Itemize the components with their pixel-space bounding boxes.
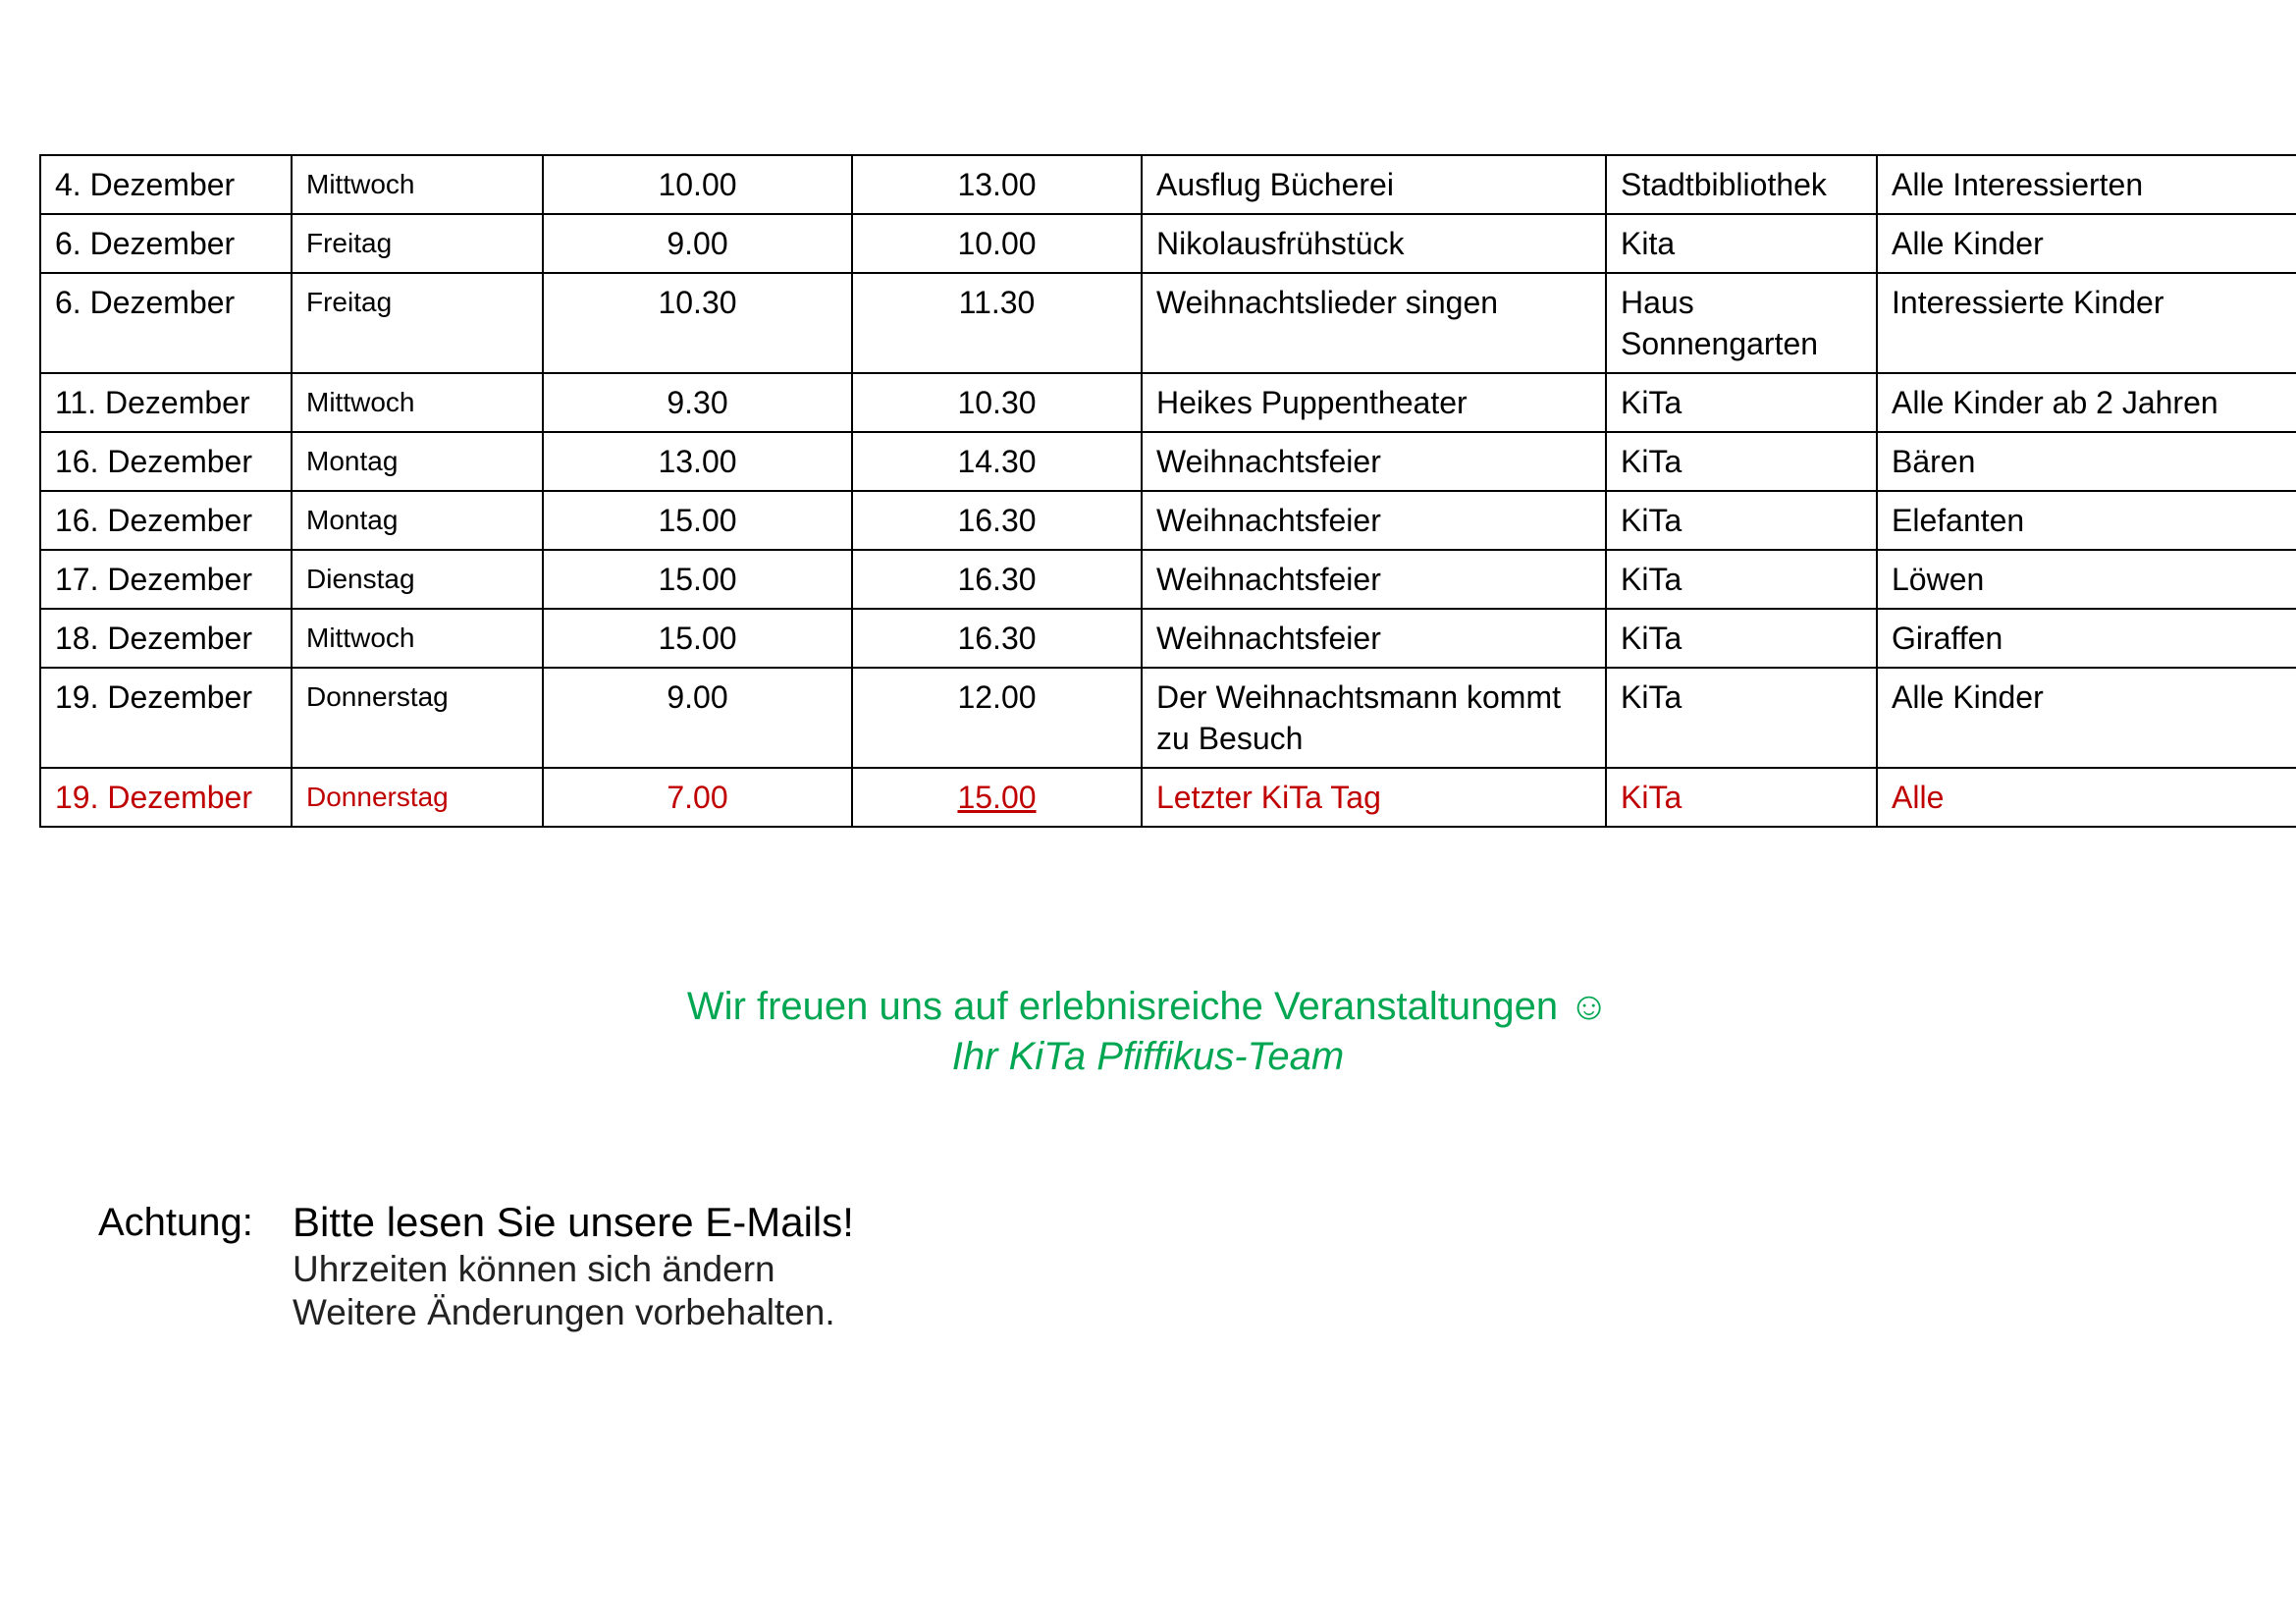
event-date: 18. Dezember [40,609,292,668]
event-title: Weihnachtsfeier [1142,609,1606,668]
event-weekday: Mittwoch [292,373,543,432]
event-start-time: 15.00 [543,491,852,550]
event-start-time: 7.00 [543,768,852,827]
event-end-time: 16.30 [852,491,1142,550]
event-date: 16. Dezember [40,491,292,550]
event-weekday: Mittwoch [292,155,543,214]
event-weekday: Mittwoch [292,609,543,668]
event-audience: Alle Kinder ab 2 Jahren [1877,373,2296,432]
table-row [40,155,2296,214]
event-location: KiTa [1606,432,1877,491]
event-audience: Giraffen [1877,609,2296,668]
event-title: Weihnachtslieder singen [1142,273,1606,373]
table-row [40,491,2296,550]
event-audience: Löwen [1877,550,2296,609]
notice-line: Bitte lesen Sie unsere E-Mails! [293,1199,854,1245]
event-audience: Alle Kinder [1877,214,2296,273]
event-weekday: Freitag [292,214,543,273]
event-date: 19. Dezember [40,668,292,768]
event-weekday: Donnerstag [292,768,543,827]
event-end-time: 11.30 [852,273,1142,373]
event-title: Weihnachtsfeier [1142,491,1606,550]
event-title: Der Weihnachtsmann kommt zu Besuch [1142,668,1606,768]
event-location: KiTa [1606,668,1877,768]
event-start-time: 15.00 [543,550,852,609]
event-date: 6. Dezember [40,273,292,373]
event-start-time: 9.30 [543,373,852,432]
event-end-time: 10.00 [852,214,1142,273]
event-title: Heikes Puppentheater [1142,373,1606,432]
event-audience: Elefanten [1877,491,2296,550]
event-start-time: 10.30 [543,273,852,373]
event-date: 4. Dezember [40,155,292,214]
event-title: Weihnachtsfeier [1142,432,1606,491]
event-date: 17. Dezember [40,550,292,609]
event-end-time: 12.00 [852,668,1142,768]
event-start-time: 9.00 [543,668,852,768]
table-row-last-day [40,768,2296,827]
event-weekday: Freitag [292,273,543,373]
event-weekday: Donnerstag [292,668,543,768]
event-start-time: 9.00 [543,214,852,273]
event-location: Haus Sonnengarten [1606,273,1877,373]
event-start-time: 15.00 [543,609,852,668]
event-title: Letzter KiTa Tag [1142,768,1606,827]
table-row [40,214,2296,273]
event-end-time: 14.30 [852,432,1142,491]
event-date: 16. Dezember [40,432,292,491]
table-row [40,432,2296,491]
event-end-time: 15.00 [852,768,1142,827]
table-row [40,668,2296,768]
event-title: Nikolausfrühstück [1142,214,1606,273]
event-weekday: Montag [292,432,543,491]
closing-line: Wir freuen uns auf erlebnisreiche Veranstaltungen ☺ [686,985,1610,1028]
event-location: Stadtbibliothek [1606,155,1877,214]
event-end-time: 10.30 [852,373,1142,432]
event-title: Weihnachtsfeier [1142,550,1606,609]
event-audience: Bären [1877,432,2296,491]
team-signature: Ihr KiTa Pfiffikus-Team [951,1035,1345,1078]
event-date: 19. Dezember [40,768,292,827]
event-location: KiTa [1606,609,1877,668]
notice-line: Uhrzeiten können sich ändern [293,1249,775,1289]
event-schedule-table [39,154,2296,828]
event-date: 11. Dezember [40,373,292,432]
event-title: Ausflug Bücherei [1142,155,1606,214]
event-location: KiTa [1606,491,1877,550]
closing-message [0,982,2296,1082]
event-audience: Alle Interessierten [1877,155,2296,214]
event-end-time: 16.30 [852,609,1142,668]
event-audience: Interessierte Kinder [1877,273,2296,373]
table-row [40,609,2296,668]
event-end-time: 13.00 [852,155,1142,214]
event-date: 6. Dezember [40,214,292,273]
notice-label: Achtung: [98,1201,253,1244]
table-row [40,373,2296,432]
event-start-time: 13.00 [543,432,852,491]
event-location: KiTa [1606,550,1877,609]
event-audience: Alle Kinder [1877,668,2296,768]
event-weekday: Dienstag [292,550,543,609]
event-location: KiTa [1606,373,1877,432]
notice-line: Weitere Änderungen vorbehalten. [293,1292,835,1332]
table-row [40,550,2296,609]
event-location: Kita [1606,214,1877,273]
event-start-time: 10.00 [543,155,852,214]
event-end-time: 16.30 [852,550,1142,609]
event-weekday: Montag [292,491,543,550]
table-row [40,273,2296,373]
event-audience: Alle [1877,768,2296,827]
event-location: KiTa [1606,768,1877,827]
